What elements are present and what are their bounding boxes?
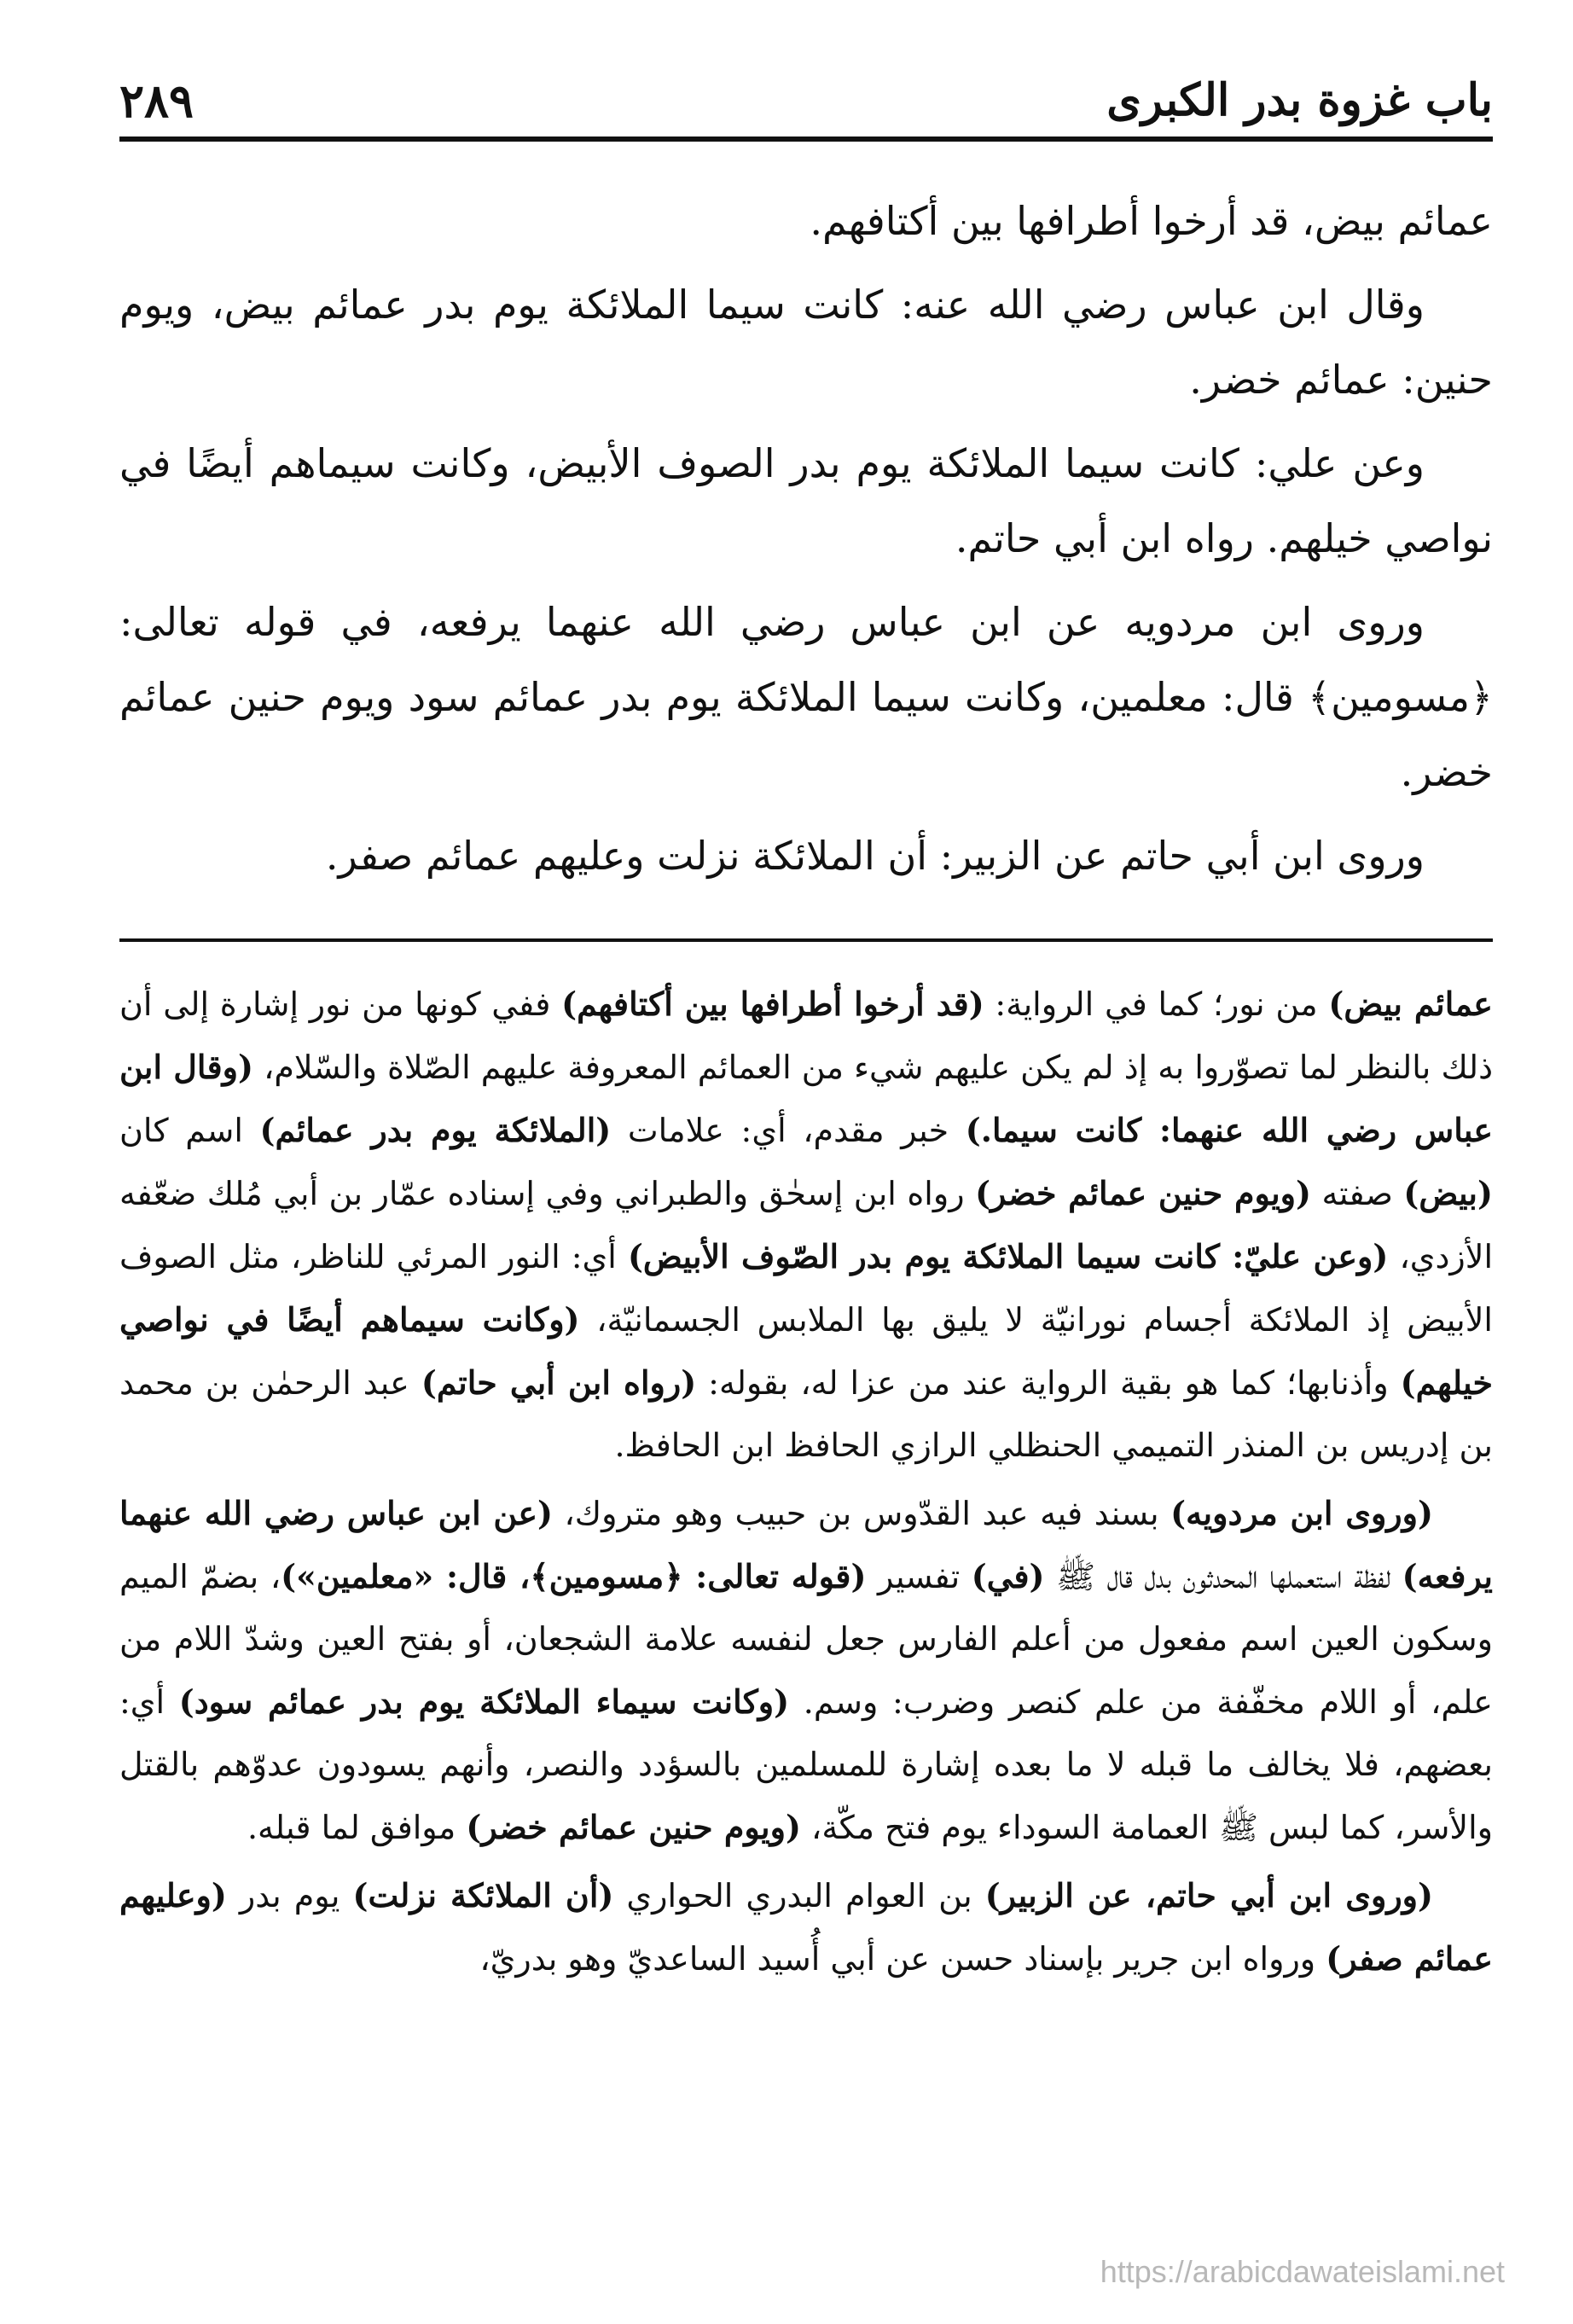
commentary-text: يوم بدر <box>226 1877 353 1914</box>
commentary-text: خبر مقدم، أي: علامات <box>611 1112 966 1149</box>
commentary-text: ، بضمّ الميم وسكون العين اسم مفعول من أعلم الفارس جعل لنفسه علامة الشجعان، أو بفتح العين وشدّ اللام من علم، أو اللام مخفّفة من علم كنصر وضرب: وسم. <box>119 1558 1493 1721</box>
quoted-text: (رواه ابن أبي حاتم) <box>421 1363 697 1402</box>
commentary-text: موافق لما قبله. <box>247 1809 467 1846</box>
quoted-text: (وروى ابن أبي حاتم، عن الزبير) <box>984 1876 1433 1914</box>
commentary-text: رواه ابن إسحٰق والطبراني وفي إسناده عمّار بن أبي مُلك ضعّفه الأزدي، <box>119 1175 1494 1275</box>
commentary-text: من نور؛ كما في الرواية: <box>984 985 1329 1023</box>
chapter-title: باب غزوة بدر الكبرى <box>1106 74 1493 126</box>
commentary-text: بسند فيه عبد القدّوس بن حبيب وهو متروك، <box>552 1495 1171 1532</box>
quoted-text: (ويوم حنين عمائم خضر) <box>975 1174 1312 1212</box>
quoted-text: (عن ابن عباس رضي الله عنهما يرفعه) <box>119 1494 1493 1595</box>
commentary-text: أي: النور المرئي للناظر، مثل الصوف الأبيض إذ الملائكة أجسام نورانيّة لا يليق بها الملابس الجسمانيّة، <box>119 1238 1493 1339</box>
quoted-text: (قد أرخوا أطرافها بين أكتافهم) <box>561 985 984 1023</box>
main-paragraph: وروى ابن مردويه عن ابن عباس رضي الله عنهما يرفعه، في قوله تعالى: ﴿مسومين﴾ قال: معلمين، وكانت سيما الملائكة يوم بدر عمائم سود ويوم حنين عمائم خضر. <box>119 599 1493 795</box>
main-paragraph: وروى ابن أبي حاتم عن الزبير: أن الملائكة نزلت وعليهم عمائم صفر. <box>325 833 1425 879</box>
page-header <box>119 67 1493 143</box>
main-text <box>119 183 1493 902</box>
quoted-text: (الملائكة يوم بدر عمائم) <box>259 1111 612 1149</box>
quoted-text: (وقال ابن عباس رضي الله عنهما: كانت سيما.) <box>119 1048 1494 1149</box>
commentary <box>119 973 1493 1996</box>
quoted-text: (قوله تعالى: ﴿مسومين﴾، قال: «معلمين») <box>281 1557 867 1595</box>
commentary-paragraph <box>119 973 1493 1477</box>
commentary-text: تفسير <box>866 1558 972 1595</box>
commentary-text: بن العوام البدري الحواري <box>613 1877 985 1914</box>
quoted-text: (وكانت سيماهم أيضًا في نواصي خيلهم) <box>119 1300 1493 1402</box>
commentary-paragraph <box>119 1864 1493 1990</box>
commentary-text: أي: بعضهم، فلا يخالف ما قبله لا ما بعده إشارة للمسلمين بالسؤدد والنصر، وأنهم يسودون عدوّهم بالقتل والأسر، كما لبس ﷺ العمامة السوداء يوم فتح مكّة، <box>119 1683 1493 1846</box>
quoted-text: (أن الملائكة نزلت) <box>352 1876 614 1914</box>
footnote-divider <box>119 938 1493 942</box>
quoted-text: (بيض) <box>1403 1174 1493 1212</box>
quoted-text: (وعن عليّ: كانت سيما الملائكة يوم بدر الصّوف الأبيض) <box>627 1237 1389 1275</box>
commentary-text: ورواه ابن جرير بإسناد حسن عن أبي أُسيد الساعديّ وهو بدريّ، <box>479 1940 1326 1978</box>
quoted-text: (وكانت سيماء الملائكة يوم بدر عمائم سود) <box>178 1682 790 1721</box>
quoted-text: (وروى ابن مردويه) <box>1170 1494 1433 1532</box>
header-divider <box>119 137 1493 142</box>
quoted-text: عمائم بيض) <box>1328 985 1493 1023</box>
commentary-text: وأذنابها؛ كما هو بقية الرواية عند من عزا له، بقوله: <box>696 1364 1401 1402</box>
main-paragraph: وقال ابن عباس رضي الله عنه: كانت سيما الملائكة يوم بدر عمائم بيض، ويوم حنين: عمائم خضر. <box>119 282 1493 403</box>
quoted-text: (ويوم حنين عمائم خضر) <box>466 1808 801 1846</box>
commentary-text: اسم كان <box>119 1112 260 1149</box>
page-number: ٢٨٩ <box>119 73 194 128</box>
commentary-text: لفظة استعملها المحدثون بدل قال ﷺ <box>1044 1558 1402 1595</box>
commentary-text: ففي كونها من نور إشارة إلى أن ذلك بالنظر لما تصوّروا به إذ لم يكن عليهم شيء من العمائم المعروفة عليهم الصّلاة والسّلام، <box>119 985 1493 1086</box>
main-paragraph: عمائم بيض، قد أرخوا أطرافها بين أكتافهم. <box>810 198 1493 244</box>
quoted-text: (وعليهم عمائم صفر) <box>119 1876 1493 1978</box>
quoted-text: (في) <box>971 1557 1045 1595</box>
watermark-url: https://arabicdawateislami.net <box>1100 2254 1505 2289</box>
main-paragraph: وعن علي: كانت سيما الملائكة يوم بدر الصوف الأبيض، وكانت سيماهم أيضًا في نواصي خيلهم. رواه ابن أبي حاتم. <box>119 440 1493 561</box>
commentary-text: عبد الرحمٰن بن محمد بن إدريس بن المنذر التميمي الحنظلي الرازي الحافظ ابن الحافظ. <box>119 1364 1493 1464</box>
commentary-paragraph <box>119 1482 1493 1859</box>
commentary-text: صفته <box>1311 1175 1404 1212</box>
